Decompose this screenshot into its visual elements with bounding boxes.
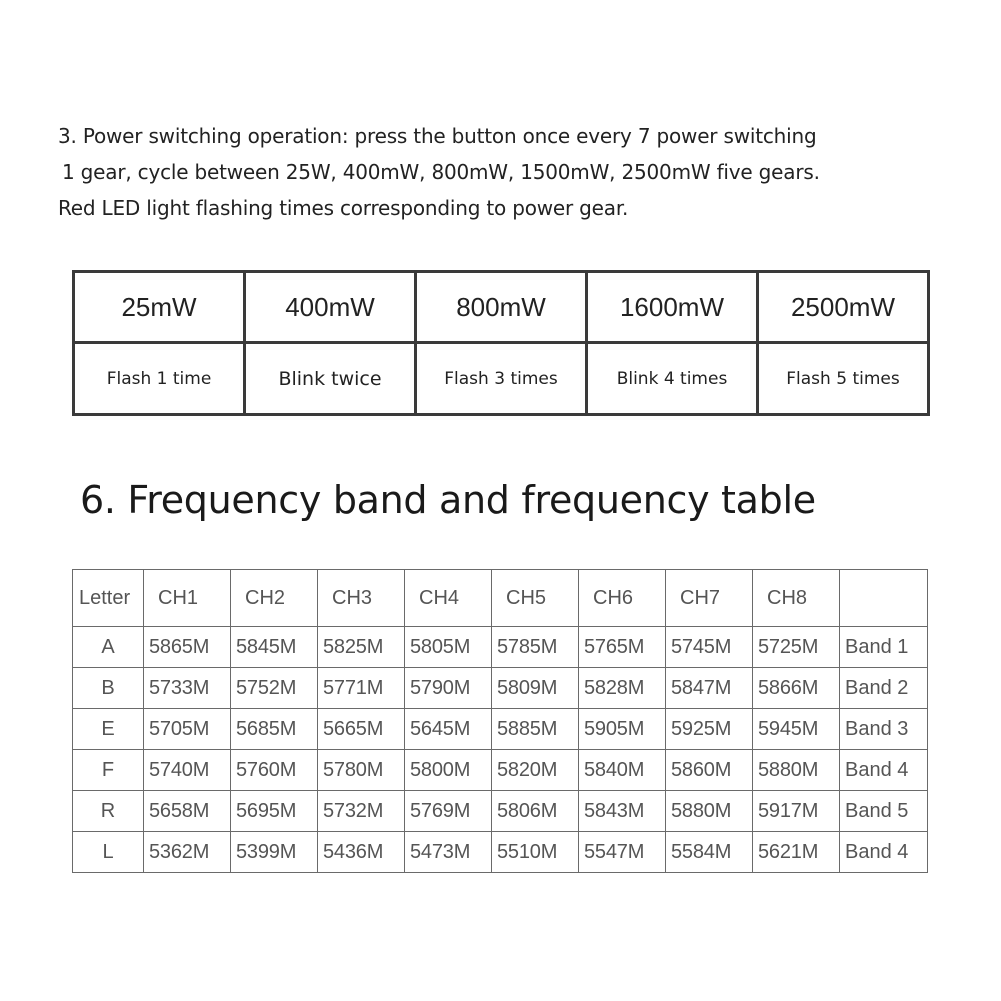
power-row <box>74 272 929 343</box>
frequency-cell: 5905M <box>579 709 666 750</box>
band-letter-cell: E <box>73 709 144 750</box>
frequency-cell: 5733M <box>144 668 231 709</box>
power-cell: 25mW <box>74 272 245 343</box>
flash-row <box>74 343 929 415</box>
frequency-cell: 5820M <box>492 750 579 791</box>
frequency-cell: 5473M <box>405 832 492 873</box>
table-row <box>73 750 928 791</box>
flash-cell: Flash 5 times <box>758 343 929 415</box>
table-row <box>73 627 928 668</box>
frequency-cell: 5584M <box>666 832 753 873</box>
frequency-cell: 5843M <box>579 791 666 832</box>
band-letter-cell: F <box>73 750 144 791</box>
letter-column-header: Letter <box>73 570 144 627</box>
frequency-cell: 5806M <box>492 791 579 832</box>
frequency-cell: 5885M <box>492 709 579 750</box>
frequency-cell: 5665M <box>318 709 405 750</box>
power-cell: 800mW <box>416 272 587 343</box>
frequency-table <box>72 569 928 873</box>
frequency-cell: 5828M <box>579 668 666 709</box>
instruction-line-3: Red LED light flashing times corresponding to power gear. <box>58 196 629 220</box>
frequency-cell: 5695M <box>231 791 318 832</box>
power-cell: 1600mW <box>587 272 758 343</box>
table-row <box>73 709 928 750</box>
frequency-cell: 5785M <box>492 627 579 668</box>
frequency-cell: 5825M <box>318 627 405 668</box>
band-letter-cell: L <box>73 832 144 873</box>
frequency-cell: 5362M <box>144 832 231 873</box>
frequency-cell: 5945M <box>753 709 840 750</box>
band-column-header <box>840 570 928 627</box>
frequency-cell: 5880M <box>666 791 753 832</box>
power-cell: 2500mW <box>758 272 929 343</box>
frequency-cell: 5740M <box>144 750 231 791</box>
channel-column-header: CH5 <box>492 570 579 627</box>
channel-column-header: CH7 <box>666 570 753 627</box>
frequency-cell: 5790M <box>405 668 492 709</box>
flash-cell: Blink twice <box>245 343 416 415</box>
frequency-cell: 5399M <box>231 832 318 873</box>
channel-column-header: CH3 <box>318 570 405 627</box>
frequency-cell: 5685M <box>231 709 318 750</box>
instruction-line-2: 1 gear, cycle between 25W, 400mW, 800mW, 1500mW, 2500mW five gears. <box>62 160 820 184</box>
frequency-cell: 5621M <box>753 832 840 873</box>
frequency-cell: 5847M <box>666 668 753 709</box>
band-name-cell: Band 4 <box>840 832 928 873</box>
frequency-cell: 5880M <box>753 750 840 791</box>
band-name-cell: Band 1 <box>840 627 928 668</box>
band-letter-cell: R <box>73 791 144 832</box>
section-heading: 6. Frequency band and frequency table <box>80 478 816 522</box>
table-row <box>73 791 928 832</box>
frequency-cell: 5760M <box>231 750 318 791</box>
frequency-cell: 5769M <box>405 791 492 832</box>
band-name-cell: Band 5 <box>840 791 928 832</box>
frequency-cell: 5771M <box>318 668 405 709</box>
frequency-cell: 5840M <box>579 750 666 791</box>
frequency-cell: 5917M <box>753 791 840 832</box>
frequency-cell: 5780M <box>318 750 405 791</box>
channel-column-header: CH6 <box>579 570 666 627</box>
band-name-cell: Band 4 <box>840 750 928 791</box>
flash-cell: Flash 1 time <box>74 343 245 415</box>
frequency-cell: 5732M <box>318 791 405 832</box>
frequency-cell: 5805M <box>405 627 492 668</box>
power-switching-instructions <box>58 118 958 226</box>
frequency-cell: 5800M <box>405 750 492 791</box>
frequency-cell: 5510M <box>492 832 579 873</box>
band-name-cell: Band 2 <box>840 668 928 709</box>
power-flash-table <box>72 270 930 416</box>
flash-cell: Blink 4 times <box>587 343 758 415</box>
power-cell: 400mW <box>245 272 416 343</box>
band-letter-cell: B <box>73 668 144 709</box>
frequency-cell: 5860M <box>666 750 753 791</box>
frequency-cell: 5752M <box>231 668 318 709</box>
instruction-line-1: 3. Power switching operation: press the button once every 7 power switching <box>58 124 817 148</box>
channel-column-header: CH8 <box>753 570 840 627</box>
channel-column-header: CH1 <box>144 570 231 627</box>
frequency-cell: 5658M <box>144 791 231 832</box>
channel-column-header: CH4 <box>405 570 492 627</box>
flash-cell: Flash 3 times <box>416 343 587 415</box>
frequency-cell: 5845M <box>231 627 318 668</box>
frequency-cell: 5745M <box>666 627 753 668</box>
band-name-cell: Band 3 <box>840 709 928 750</box>
channel-column-header: CH2 <box>231 570 318 627</box>
frequency-cell: 5866M <box>753 668 840 709</box>
frequency-cell: 5725M <box>753 627 840 668</box>
frequency-cell: 5809M <box>492 668 579 709</box>
table-row <box>73 832 928 873</box>
frequency-cell: 5865M <box>144 627 231 668</box>
frequency-cell: 5645M <box>405 709 492 750</box>
frequency-cell: 5547M <box>579 832 666 873</box>
band-letter-cell: A <box>73 627 144 668</box>
frequency-cell: 5436M <box>318 832 405 873</box>
table-row <box>73 668 928 709</box>
frequency-cell: 5925M <box>666 709 753 750</box>
table-header-row <box>73 570 928 627</box>
frequency-cell: 5705M <box>144 709 231 750</box>
frequency-cell: 5765M <box>579 627 666 668</box>
